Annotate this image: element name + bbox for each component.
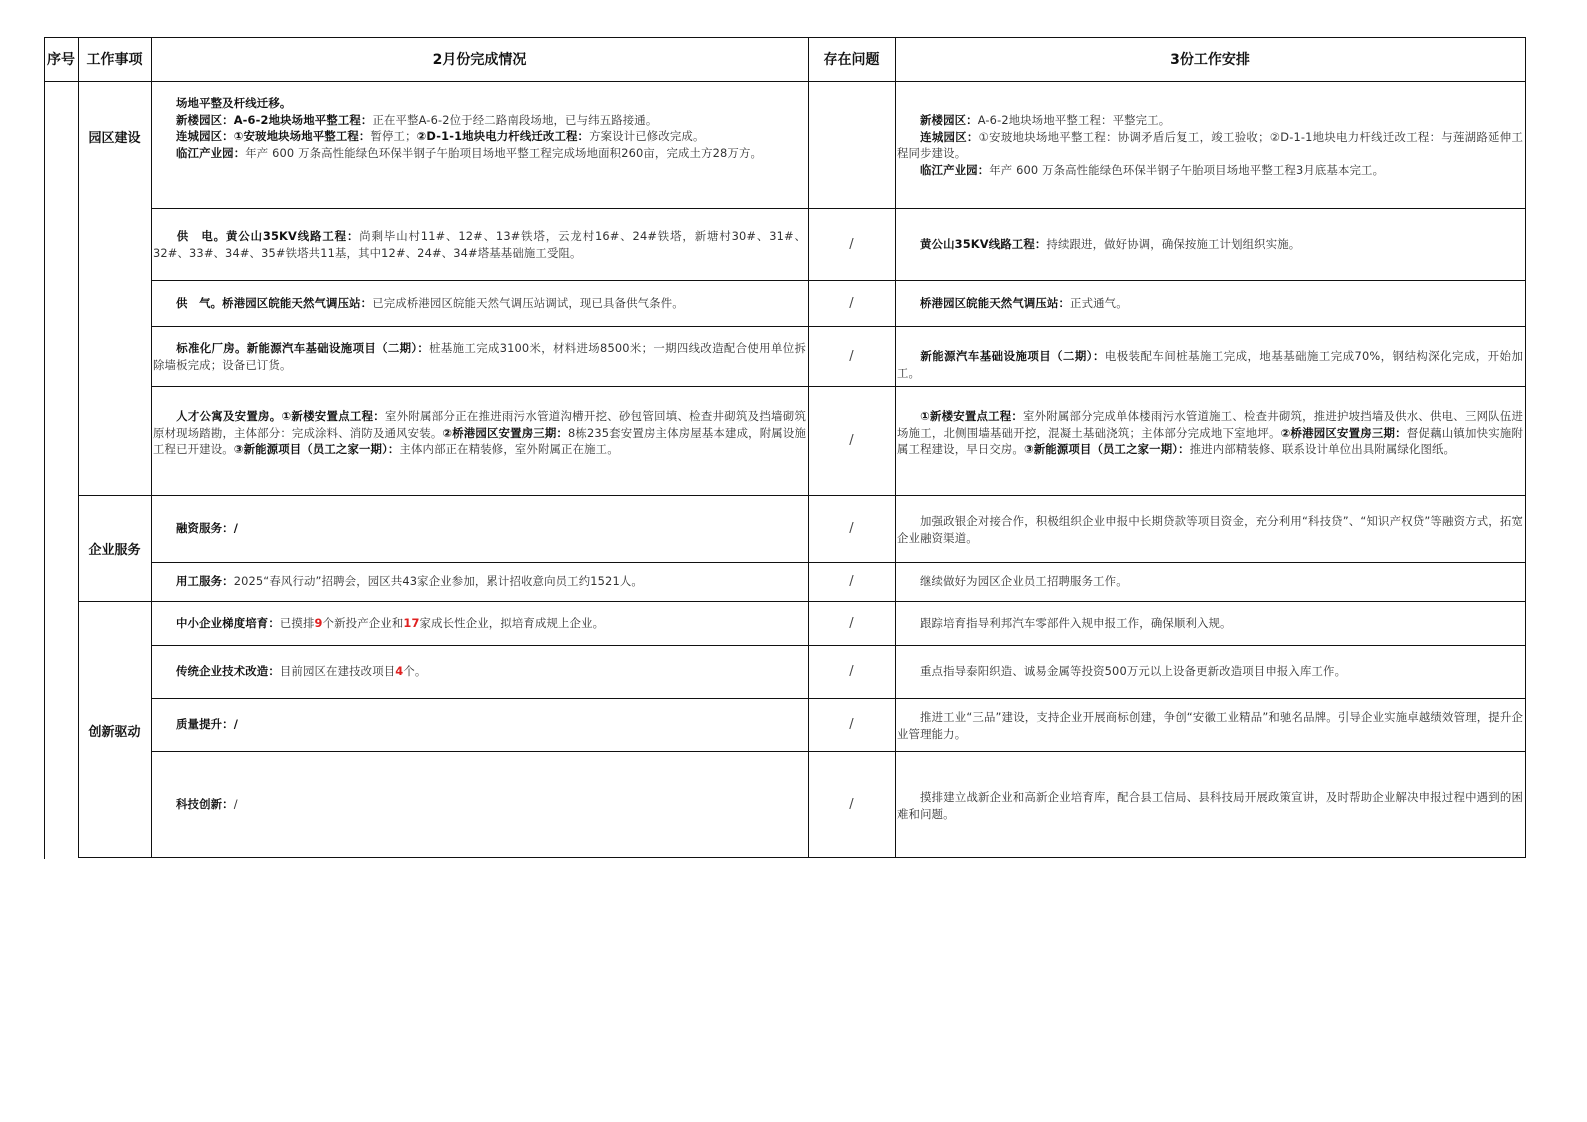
category-innovation: 创新驱动 bbox=[88, 724, 141, 740]
issue-cell: / bbox=[849, 433, 854, 448]
header-work-item: 工作事项 bbox=[86, 52, 143, 68]
feb-cell-gas-supply: 供 气。桥港园区皖能天然气调压站：已完成桥港园区皖能天然气调压站调试，现已具备供气条件。 bbox=[176, 295, 684, 310]
feb-cell-tech-innovation: 科技创新：/ bbox=[176, 796, 238, 811]
header-mar-plan: 3份工作安排 bbox=[1170, 52, 1250, 68]
feb-cell-tech-renovation: 传统企业技术改造：目前园区在建技改项目4个。 bbox=[176, 664, 427, 679]
header-issues: 存在问题 bbox=[823, 52, 880, 68]
issue-cell: / bbox=[849, 295, 854, 311]
mar-cell-power-supply: 黄公山35KV线路工程：持续跟进，做好协调，确保按施工计划组织实施。 bbox=[920, 236, 1301, 251]
issue-cell: / bbox=[849, 348, 854, 364]
issue-cell: / bbox=[849, 615, 854, 631]
issue-cell: / bbox=[849, 521, 854, 536]
mar-cell-employment: 继续做好为园区企业员工招聘服务工作。 bbox=[920, 574, 1128, 589]
header-divider bbox=[44, 81, 1526, 82]
feb-cell-standard-factory: 标准化厂房。新能源汽车基础设施项目（二期）：桩基施工完成3100米，材料进场8500米；一期四线改造配合使用单位拆除墙板完成；设备已订货。 bbox=[153, 341, 806, 372]
column-divider bbox=[895, 37, 896, 858]
table-border-right bbox=[1525, 37, 1526, 858]
mar-cell-financing: 加强政银企对接合作，积极组织企业申报中长期贷款等项目资金，充分利用“科技贷”、“知识产权贷”等融资方式，拓宽企业融资渠道。 bbox=[897, 514, 1523, 545]
feb-cell-housing: 人才公寓及安置房。①新楼安置点工程：室外附属部分正在推进雨污水管道沟槽开挖、砂包管回填、检查井砌筑及挡墙砌筑原材现场踏勘，主体部分：完成涂料、消防及通风安装。②桥港园区安置房三期：8栋235套安置房主体房屋基本建成，附属设施工程已开建设。③新能源项目（员工之家一期）：主体内部正在精装修，室外附属正在施工。 bbox=[153, 409, 806, 457]
issue-cell: / bbox=[849, 717, 854, 732]
issue-cell: / bbox=[849, 664, 854, 679]
mar-cell-housing: ①新楼安置点工程：室外附属部分完成单体楼雨污水管道施工、检查井砌筑，推进护坡挡墙及供水、供电、三网队伍进场施工，北侧围墙基础开挖，混凝土基础浇筑；主体部分完成地下室地坪。②桥港园区安置房三期：督促藕山镇加快实施附属工程建设，早日交房。③新能源项目（员工之家一期）：推进内部精装修、联系设计单位出具附属绿化图纸。 bbox=[897, 409, 1524, 457]
header-seq: 序号 bbox=[47, 52, 75, 68]
mar-cell-quality: 推进工业“三品”建设，支持企业开展商标创建，争创“安徽工业精品”和驰名品牌。引导企业实施卓越绩效管理，提升企业管理能力。 bbox=[897, 710, 1523, 741]
feb-cell-power-supply: 供 电。黄公山35KV线路工程：尚剩毕山村11#、12#、13#铁塔，云龙村16#、24#铁塔，新塘村30#、31#、32#、33#、34#、35#铁塔共11基，其中12#、24#、34#塔基基础施工受阻。 bbox=[153, 229, 806, 260]
category-enterprise-service: 企业服务 bbox=[88, 542, 141, 558]
mar-cell-site-leveling: 新楼园区：A-6-2地块场地平整工程：平整完工。 连城园区：①安玻地块场地平整工程：协调矛盾后复工，竣工验收；②D-1-1地块电力杆线迁改工程：与莲湖路延伸工程同步建设。 临江产业园：年产 600 万条高性能绿色环保半钢子午胎项目场地平整工程3月底基本完工。 bbox=[897, 113, 1523, 177]
mar-cell-tech-innovation: 摸排建立战新企业和高新企业培育库，配合县工信局、县科技局开展政策宣讲，及时帮助企业解决申报过程中遇到的困难和问题。 bbox=[897, 790, 1523, 821]
feb-cell-site-leveling: 场地平整及杆线迁移。 新楼园区：A-6-2地块场地平整工程：正在平整A-6-2位于经二路南段场地，已与纬五路接通。 连城园区：①安玻地块场地平整工程：暂停工；②D-1-1地块电力杆线迁改工程：方案设计已修改完成。 临江产业园：年产 600 万条高性能绿色环保半钢子午胎项目场地平整工程完成场地面积260亩，完成土方28万方。 bbox=[176, 96, 763, 160]
mar-cell-standard-factory: 新能源汽车基础设施项目（二期）：电极装配车间桩基施工完成，地基基础施工完成70%，钢结构深化完成，开始加工。 bbox=[897, 349, 1523, 380]
table-border-bottom bbox=[78, 857, 1526, 858]
feb-cell-financing: 融资服务：/ bbox=[176, 521, 239, 536]
mar-cell-tech-renovation: 重点指导泰阳织造、诚易金属等投资500万元以上设备更新改造项目申报入库工作。 bbox=[920, 664, 1347, 679]
mar-cell-sme-cultivation: 跟踪培育指导利邦汽车零部件入规申报工作，确保顺利入规。 bbox=[920, 615, 1232, 630]
column-divider bbox=[151, 37, 152, 858]
issue-cell: / bbox=[849, 574, 854, 589]
feb-cell-sme-cultivation: 中小企业梯度培育：已摸排9个新投产企业和17家成长性企业，拟培育成规上企业。 bbox=[176, 615, 605, 630]
feb-cell-employment: 用工服务：2025“春风行动”招聘会，园区共43家企业参加，累计招收意向员工约1521人。 bbox=[176, 574, 643, 589]
mar-cell-gas-supply: 桥港园区皖能天然气调压站：正式通气。 bbox=[920, 295, 1128, 310]
issue-cell: / bbox=[849, 236, 854, 252]
category-park-construction: 园区建设 bbox=[88, 130, 141, 146]
feb-cell-quality: 质量提升：/ bbox=[176, 717, 239, 732]
header-feb-status: 2月份完成情况 bbox=[432, 52, 527, 68]
issue-cell: / bbox=[849, 796, 854, 812]
table-border-left bbox=[44, 37, 45, 859]
